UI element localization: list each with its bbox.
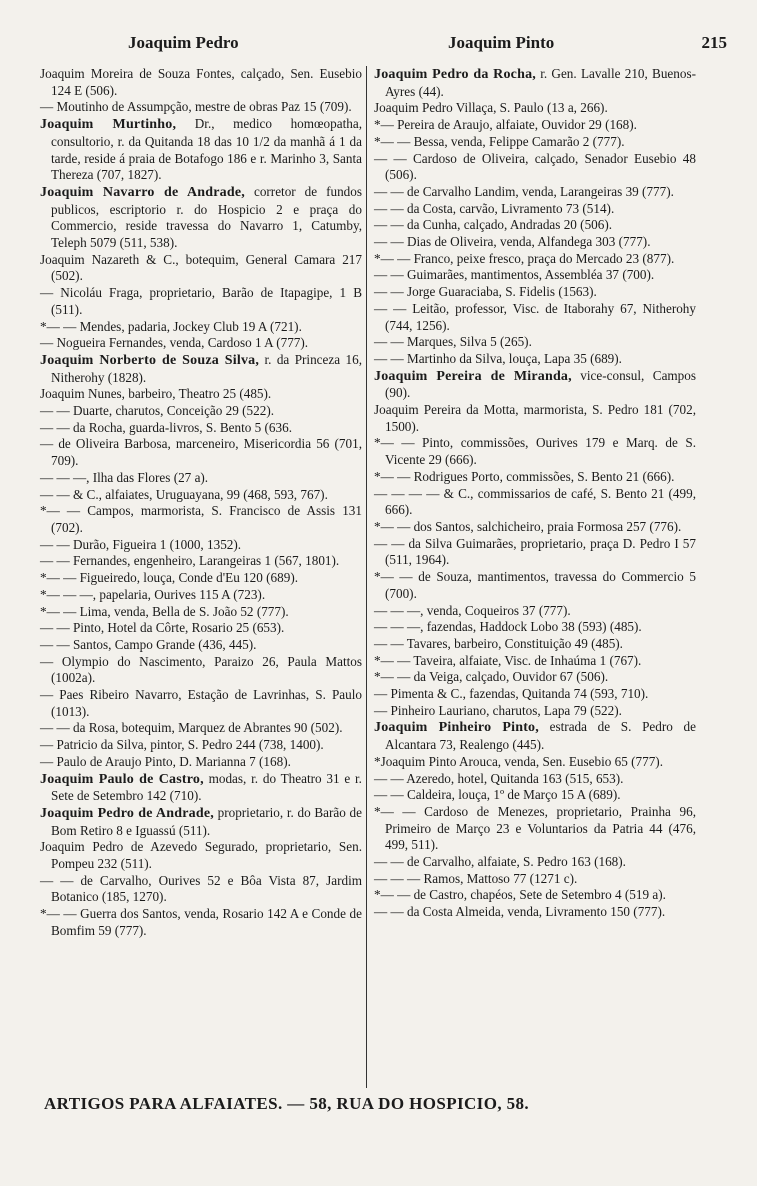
directory-entry [374,151,696,184]
directory-entry [40,637,362,654]
directory-entry [40,420,362,437]
entry-text: — — da Cunha, calçado, Andradas 20 (506). [374,217,613,233]
directory-entry [40,386,362,403]
directory-entry [40,737,362,754]
directory-entry [40,252,362,285]
entry-text: — Nicoláu Fraga, proprietario, Barão de Itapagipe, 1 B (511). [40,285,362,317]
entry-text: *— — Mendes, padaria, Jockey Club 19 A (721). [40,318,302,334]
directory-entry [374,887,696,904]
directory-entry [40,335,362,352]
directory-entry [374,569,696,602]
entry-text: — — Tavares, barbeiro, Constituição 49 (485). [374,635,623,651]
entry-text: *— — Bessa, venda, Felippe Camarão 2 (777). [374,133,625,149]
directory-entry [374,301,696,334]
entry-text: proprietario, r. do Barão de Bom Retiro 8 e Iguassú (511). [51,804,362,838]
entry-text: — — Leitão, professor, Visc. de Itaborahy 67, Nitherohy (744, 1256). [374,300,696,333]
entry-text: — — — — & C., commissarios de café, S. Bento 21 (499, 666). [374,485,696,518]
right-column [374,66,696,921]
entry-text: *— — Rodrigues Porto, commissões, S. Bento 21 (666). [374,468,675,484]
directory-entry [374,904,696,921]
entry-text: — — da Silva Guimarães, proprietario, praça D. Pedro I 57 (511, 1964). [374,535,696,568]
entry-text: — — Fernandes, engenheiro, Larangeiras 1 (567, 1801). [40,553,340,569]
directory-entry [374,536,696,569]
header-left: Joaquim Pedro [128,33,239,52]
entry-text: vice-consul, Campos (90). [385,367,696,401]
entry-text: — — Jorge Guaraciaba, S. Fidelis (1563). [374,284,597,300]
entry-text: — — de Carvalho, alfaiate, S. Pedro 163 (168). [374,854,626,870]
entry-text: Joaquim Nazareth & C., botequim, General Camara 217 (502). [40,251,362,284]
entry-text: — — Duarte, charutos, Conceição 29 (522). [40,403,275,419]
entry-text: Joaquim Pereira da Motta, marmorista, S. Pedro 181 (702, 1500). [374,402,696,434]
entry-text: — — da Rocha, guarda-livros, S. Bento 5 (636. [40,419,292,435]
entry-text: — — & C., alfaiates, Uruguayana, 99 (468, 593, 767). [40,486,328,502]
entry-text: — — Durão, Figueira 1 (1000, 1352). [40,536,242,552]
directory-entry [40,352,362,386]
directory-entry [374,134,696,151]
directory-entry [374,435,696,468]
directory-entry [374,184,696,201]
directory-entry [374,368,696,402]
entry-name: Joaquim Pedro da Rocha, [374,67,536,82]
directory-entry [40,66,362,99]
entry-text: *— — Franco, peixe fresco, praça do Mercado 23 (877). [374,250,675,266]
entry-name: Joaquim Murtinho, [40,117,177,133]
entry-text: *— — Pinto, commissões, Ourives 179 e Marq. de S. Vicente 29 (666). [374,435,696,468]
directory-entry [40,319,362,336]
entry-text: Joaquim Moreira de Souza Fontes, calçado, Sen. Eusebio 124 E (506). [40,66,362,98]
entry-text: — — Marques, Silva 5 (265). [374,334,532,350]
directory-entry [40,99,362,116]
directory-entry [374,469,696,486]
directory-entry [374,486,696,519]
directory-entry [374,771,696,788]
entry-name: Joaquim Pereira de Miranda, [374,368,572,384]
directory-entry [374,201,696,218]
column-divider [366,66,367,1088]
directory-entry [40,403,362,420]
footer-advertisement: ARTIGOS PARA ALFAIATES. — 58, RUA DO HOSPICIO, 58. [44,1094,530,1113]
entry-text: — Paulo de Araujo Pinto, D. Marianna 7 (168). [40,753,291,769]
entry-text: — — de Carvalho Landim, venda, Larangeiras 39 (777). [374,183,674,199]
entry-text: — — —, fazendas, Haddock Lobo 38 (593) (485). [374,619,642,635]
entry-text: modas, r. do Theatro 31 e r. Sete de Setembro 142 (710). [51,770,362,804]
directory-entry [40,873,362,906]
directory-entry [40,604,362,621]
entry-text: — de Oliveira Barbosa, marceneiro, Misericordia 56 (701, 709). [40,436,362,469]
entry-text: — — Azeredo, hotel, Quitanda 163 (515, 653). [374,770,624,786]
entry-text: — Pinheiro Lauriano, charutos, Lapa 79 (522). [374,702,622,718]
directory-entry [374,854,696,871]
entry-text: *— — de Souza, mantimentos, travessa do Commercio 5 (700). [374,569,696,601]
entry-text: — Paes Ribeiro Navarro, Estação de Lavrinhas, S. Paulo (1013). [40,687,362,719]
entry-name: Joaquim Pinheiro Pinto, [374,720,539,736]
directory-entry [40,587,362,604]
entry-text: estrada de S. Pedro de Alcantara 73, Realengo (445). [385,719,696,753]
entry-text: — — de Carvalho, Ourives 52 e Bôa Vista 87, Jardim Botanico (185, 1270). [40,872,362,905]
entry-text: — — —, Ilha das Flores (27 a). [40,469,209,485]
directory-entry [374,234,696,251]
entry-text: *— — Taveira, alfaiate, Visc. de Inhaúma 1 (767). [374,652,642,668]
entry-text: corretor de fundos publicos, escriptorio r. do Hospicio 2 e praça do Commercio, reside travessa do Navarro 1, Catumby, Teleph 5079 (511, 538). [51,183,362,251]
directory-entry [40,285,362,318]
entry-text: *— — —, papelaria, Ourives 115 A (723). [40,586,266,602]
directory-entry [40,839,362,872]
entry-text: *— — de Castro, chapéos, Sete de Setembro 4 (519 a). [374,887,666,903]
entry-text: *— Pereira de Araujo, alfaiate, Ouvidor 29 (168). [374,117,637,133]
entry-text: — — Martinho da Silva, louça, Lapa 35 (689). [374,350,622,366]
directory-entry [374,703,696,720]
entry-name: Joaquim Norberto de Souza Silva, [40,352,260,368]
directory-entry [40,470,362,487]
entry-name: Joaquim Paulo de Castro, [40,771,204,787]
entry-text: — — Guimarães, mantimentos, Assembléa 37 (700). [374,267,655,283]
directory-entry [374,686,696,703]
entry-text: — — Santos, Campo Grande (436, 445). [40,636,257,652]
directory-entry [374,251,696,268]
entry-text: Dr., medico homœopatha, consultorio, r. da Quitanda 18 das 10 1/2 da manhã á 1 da tarde, reside á praia de Botafogo 186 e r. Marinho 3, Santa Thereza (707, 1827). [51,116,362,183]
directory-entry [374,754,696,771]
entry-text: *— — Figueiredo, louça, Conde d'Eu 120 (689). [40,570,299,586]
running-header [30,33,727,55]
directory-entry [374,217,696,234]
entry-text: — Patricio da Silva, pintor, S. Pedro 244 (738, 1400). [40,737,324,753]
directory-entry [40,687,362,720]
directory-entry [374,619,696,636]
directory-entry [40,906,362,939]
entry-text: — Pimenta & C., fazendas, Quitanda 74 (593, 710). [374,686,649,702]
directory-entry [40,720,362,737]
entry-text: *— — da Veiga, calçado, Ouvidor 67 (506). [374,669,609,685]
entry-text: *— — Lima, venda, Bella de S. João 52 (777). [40,603,289,619]
directory-entry [374,603,696,620]
entry-text: — Nogueira Fernandes, venda, Cardoso 1 A (777). [40,335,309,351]
directory-entry [374,719,696,753]
directory-entry [40,537,362,554]
entry-text: — — da Costa Almeida, venda, Livramento 150 (777). [374,904,666,920]
entry-text: — Moutinho de Assumpção, mestre de obras Paz 15 (709). [40,99,352,115]
directory-entry [374,669,696,686]
directory-entry [374,267,696,284]
entry-text: — — da Rosa, botequim, Marquez de Abrantes 90 (502). [40,720,343,736]
directory-entry [40,654,362,687]
directory-entry [374,66,696,100]
directory-entry [40,570,362,587]
directory-entry [40,620,362,637]
entry-text: Joaquim Pedro Villaça, S. Paulo (13 a, 266). [374,100,608,116]
entry-text: Joaquim Nunes, barbeiro, Theatro 25 (485). [40,386,272,402]
directory-entry [40,436,362,469]
directory-entry [40,771,362,805]
entry-text: *— — Cardoso de Menezes, proprietario, Prainha 96, Primeiro de Março 23 e Voluntarios da Patria 44 (476, 499, 511). [374,803,696,853]
entry-text: — — Pinto, Hotel da Côrte, Rosario 25 (653). [40,620,285,636]
directory-entry [374,402,696,435]
entry-text: — Olympio do Nascimento, Paraizo 26, Paula Mattos (1002a). [40,653,362,686]
entry-text: *— — Guerra dos Santos, venda, Rosario 142 A e Conde de Bomfim 59 (777). [40,906,362,938]
directory-entry [40,754,362,771]
entry-text: Joaquim Pedro de Azevedo Segurado, proprietario, Sen. Pompeu 232 (511). [40,839,362,872]
entry-text: — — Cardoso de Oliveira, calçado, Senador Eusebio 48 (506). [374,150,696,183]
left-column [40,66,362,940]
directory-entry [374,117,696,134]
directory-entry [374,100,696,117]
entry-text: — — Caldeira, louça, 1º de Março 15 A (689). [374,787,621,803]
entry-name: Joaquim Pedro de Andrade, [40,805,214,821]
directory-entry [40,553,362,570]
entry-text: — — da Costa, carvão, Livramento 73 (514). [374,200,615,216]
entry-text: *Joaquim Pinto Arouca, venda, Sen. Eusebio 65 (777). [374,753,663,769]
entry-text: *— — dos Santos, salchicheiro, praia Formosa 257 (776). [374,518,682,534]
directory-entry [374,653,696,670]
directory-entry [40,116,362,184]
entry-text: — — —, venda, Coqueiros 37 (777). [374,602,571,618]
directory-entry [40,503,362,536]
directory-entry [374,334,696,351]
directory-entry [374,636,696,653]
entry-text: r. Gen. Lavalle 210, Buenos-Ayres (44). [385,66,697,99]
entry-name: Joaquim Navarro de Andrade, [40,184,245,200]
directory-entry [374,284,696,301]
entry-text: r. da Princeza 16, Nitherohy (1828). [51,351,362,385]
entry-text: *— — Campos, marmorista, S. Francisco de Assis 131 (702). [40,503,362,535]
entry-text: — — Dias de Oliveira, venda, Alfandega 303 (777). [374,234,651,250]
directory-entry [40,805,362,839]
directory-entry [374,804,696,854]
directory-entry [374,871,696,888]
entry-text: — — — Ramos, Mattoso 77 (1271 c). [374,870,578,886]
page-number: 215 [701,33,727,52]
directory-entry [374,519,696,536]
directory-entry [374,787,696,804]
directory-entry [40,487,362,504]
header-right: Joaquim Pinto [448,33,555,52]
directory-entry [40,184,362,252]
directory-entry [374,351,696,368]
